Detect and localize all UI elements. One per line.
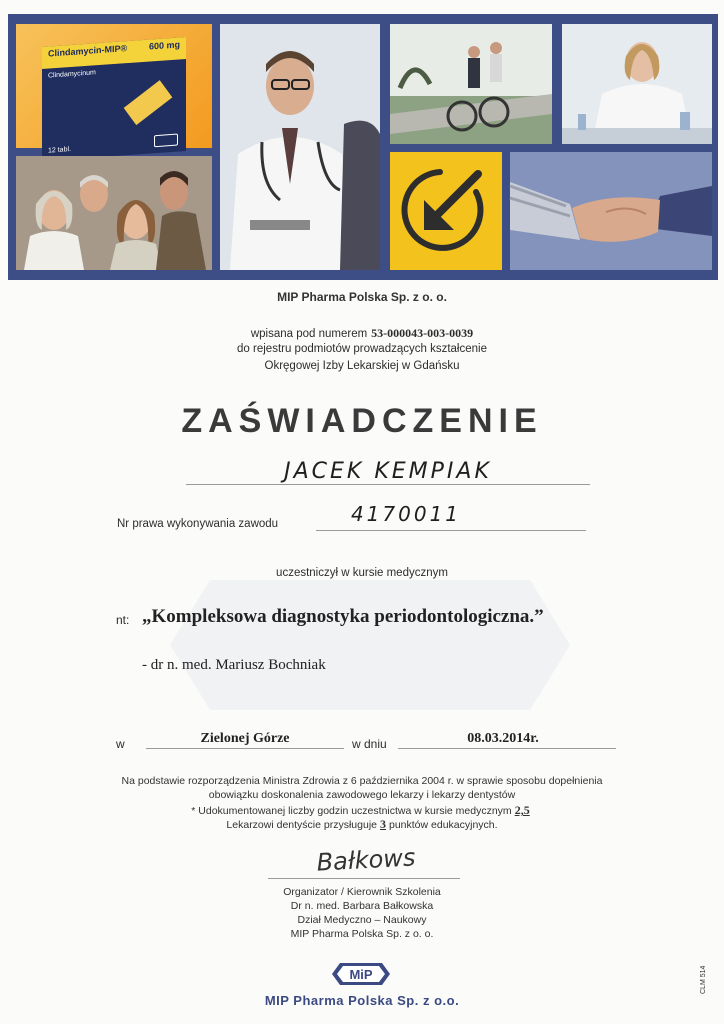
mip-watermark bbox=[150, 570, 590, 720]
legal-note-2: obowiązku doskonalenia zawodowego lekarzy i lekarzy dentystów bbox=[208, 789, 516, 801]
name-underline bbox=[186, 484, 590, 485]
lab-worker-illustration bbox=[562, 24, 712, 144]
signature-person: Dr n. med. Barbara Bałkowska bbox=[290, 900, 434, 912]
date-underline bbox=[398, 748, 616, 749]
points-suffix: punktów edukacyjnych. bbox=[389, 819, 498, 831]
handshake-illustration bbox=[510, 152, 712, 270]
package-count: 12 tabl. bbox=[48, 146, 71, 155]
header-banner bbox=[8, 14, 718, 280]
signature-underline bbox=[268, 878, 460, 879]
document-code: CLM 514 bbox=[700, 965, 707, 994]
package-badge bbox=[124, 80, 173, 125]
licence-label: Nr prawa wykonywania zawodu bbox=[117, 518, 279, 530]
medicine-package bbox=[42, 37, 186, 161]
product-photo bbox=[16, 24, 212, 155]
family-illustration bbox=[16, 156, 212, 270]
course-date: 08.03.2014r. bbox=[467, 731, 539, 746]
place-underline bbox=[146, 748, 344, 749]
course-title: „Kompleksowa diagnostyka periodontologiczna.” bbox=[142, 606, 544, 627]
hours-label: * Udokumentowanej liczby godzin uczestnictwa w kursie medycznym bbox=[191, 805, 512, 817]
registration-text: wpisana pod numerem bbox=[250, 328, 368, 340]
signature-company: MIP Pharma Polska Sp. z o. o. bbox=[290, 928, 434, 940]
signature-department: Dział Medyczno – Naukowy bbox=[297, 914, 427, 926]
participant-name: JACEK KEMPIAK bbox=[284, 459, 492, 484]
registration-line-3: Okręgowej Izby Lekarskiej w Gdańsku bbox=[264, 360, 460, 372]
date-prefix: w dniu bbox=[352, 737, 387, 751]
hours-value: 2,5 bbox=[514, 803, 530, 817]
registration-number: 53-000043-003-0039 bbox=[371, 326, 474, 340]
licence-underline bbox=[316, 530, 586, 531]
doctor-illustration bbox=[220, 24, 380, 270]
points-value: 3 bbox=[380, 817, 386, 831]
arrow-logo-tile bbox=[390, 152, 502, 270]
points-note bbox=[0, 817, 724, 832]
licence-number: 4170011 bbox=[350, 502, 462, 526]
registration-line-2: do rejestru podmiotów prowadzących kształcenie bbox=[237, 343, 487, 355]
points-label: Lekarzowi dentyście przysługuje bbox=[226, 819, 377, 831]
certificate-title: ZAŚWIADCZENIE bbox=[181, 402, 543, 440]
hours-note bbox=[0, 803, 724, 818]
registration-line bbox=[0, 326, 724, 341]
doctor-photo bbox=[220, 24, 380, 270]
arrow-circle-icon bbox=[390, 152, 502, 270]
lecturer-name: - dr n. med. Mariusz Bochniak bbox=[142, 657, 326, 673]
course-place: Zielonej Górze bbox=[200, 731, 290, 746]
topic-prefix: nt: bbox=[116, 613, 130, 627]
package-logo bbox=[154, 134, 178, 148]
organisation-name: MIP Pharma Polska Sp. z o. o. bbox=[277, 290, 447, 304]
cyclists-illustration bbox=[390, 24, 552, 144]
family-photo bbox=[16, 156, 212, 270]
legal-note-1: Na podstawie rozporządzenia Ministra Zdrowia z 6 października 2004 r. w sprawie sposobu dopełnienia bbox=[121, 775, 603, 787]
package-dose: 600 mg bbox=[148, 39, 180, 52]
mip-logo bbox=[330, 961, 392, 987]
package-substance: Clindamycinum bbox=[48, 69, 96, 80]
cyclists-photo bbox=[390, 24, 552, 144]
place-prefix: w bbox=[116, 737, 125, 751]
handshake-photo bbox=[510, 152, 712, 270]
laboratory-photo bbox=[562, 24, 712, 144]
participation-text: uczestniczył w kursie medycznym bbox=[276, 567, 448, 579]
organiser-signature: Bałkows bbox=[315, 843, 417, 877]
signature-role: Organizator / Kierownik Szkolenia bbox=[283, 886, 441, 898]
footer-company: MIP Pharma Polska Sp. z o.o. bbox=[264, 993, 460, 1008]
mip-logo-text: MiP bbox=[349, 967, 373, 982]
package-brand: Clindamycin-MIP® bbox=[48, 43, 128, 59]
